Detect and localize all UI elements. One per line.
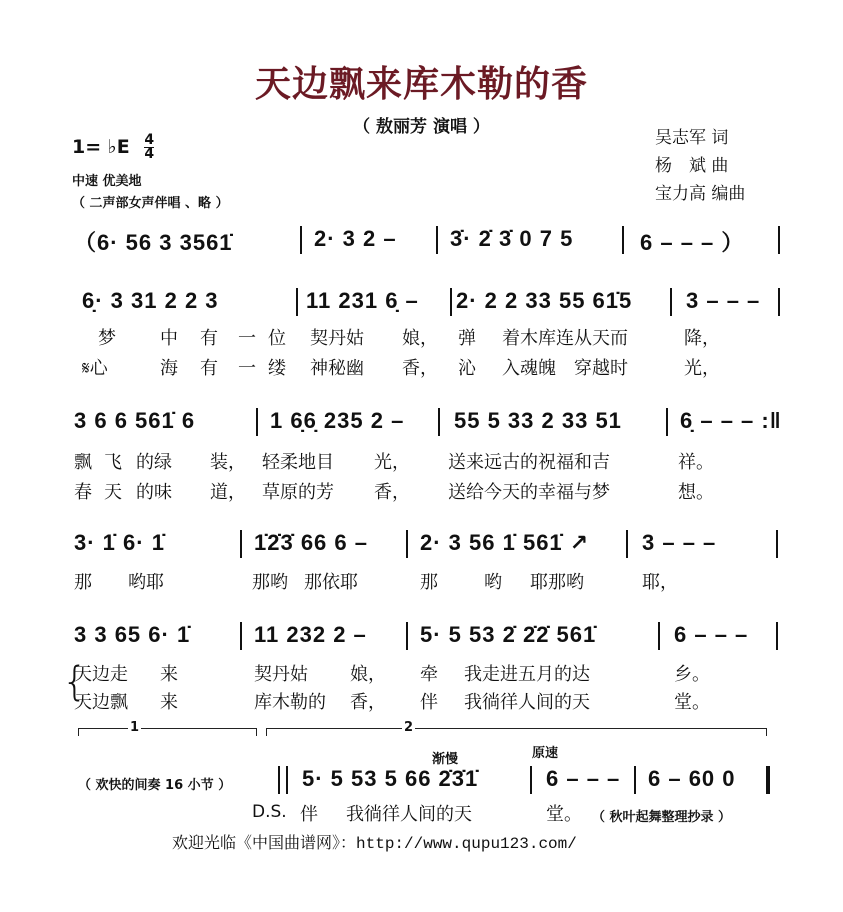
lyric: 天边飘 [74, 692, 128, 713]
lyric: 来 [160, 664, 178, 685]
lyric: 牵 [420, 664, 438, 685]
barline [634, 766, 636, 794]
lyric: 道， [210, 482, 246, 503]
measure: 6 – – – ） [640, 230, 745, 255]
lyric: 装， [210, 452, 246, 473]
measure: 6̣ – – – :‖ [680, 408, 782, 433]
lyric: 入魂魄 穿越时 [502, 358, 628, 379]
lyric: 梦 [98, 328, 116, 349]
lyric: 那依耶 [304, 572, 358, 593]
measure: 1 6̣6̣ 235 2 – [270, 408, 405, 433]
dal-segno: D.S. [252, 802, 287, 822]
volta-2-label: 2 [404, 720, 414, 735]
barline [530, 766, 532, 794]
tempo-marking: 中速 优美地 [72, 174, 142, 189]
measure: 2· 3 56 1̇ 561̇ ↗ [420, 530, 590, 555]
lyric: 天边走 [74, 664, 128, 685]
lyric: 祥。 [678, 452, 714, 473]
lyric: 沁 [458, 358, 476, 379]
barline [436, 226, 438, 254]
a-tempo-marking: 原速 [532, 746, 559, 761]
lyric: 我走进五月的达 [464, 664, 590, 685]
measure: 2· 3 2 – [314, 226, 397, 251]
lyric: 着木库连从天而 [502, 328, 628, 349]
measure: （6· 56 3 3561̇ [74, 230, 233, 255]
lyric: 𝄋心 [82, 358, 108, 379]
barline [450, 288, 452, 316]
welcome-text: 欢迎光临《中国曲谱网》： [172, 833, 357, 852]
system-2 [70, 288, 790, 318]
lyric: 那 [420, 572, 438, 593]
barline [256, 408, 258, 436]
lyric: 有 [200, 358, 218, 379]
barline [438, 408, 440, 436]
lyric: 来 [160, 692, 178, 713]
lyric: 契丹姑 [310, 328, 364, 349]
measure: 6 – 60 0 [648, 766, 736, 791]
lyric: 的味 [136, 482, 172, 503]
lyric: 轻柔地目 [262, 452, 334, 473]
measure: 3· 1̇ 6· 1̇ [74, 530, 165, 555]
lyric: 光， [684, 358, 720, 379]
measure: 3 3 65 6· 1̇ [74, 622, 191, 647]
measure: 1̇2̇3̇ 66 6 – [254, 530, 368, 555]
measure: 3 – – – [642, 530, 717, 555]
performer: （ 敖丽芳 演唱 ） [353, 117, 490, 137]
lyric: 伴 [420, 692, 438, 713]
lyric: 那哟 [252, 572, 288, 593]
system-6 [70, 766, 790, 796]
measure: 5· 5 53 5 66 2̇3̇1̇ [302, 766, 479, 791]
barline [778, 288, 780, 316]
lyricist-credit: 吴志军 词 [655, 128, 729, 148]
lyric: 弹 [458, 328, 476, 349]
rit-marking: 渐慢 [432, 752, 459, 767]
lyric: 光， [374, 452, 410, 473]
time-sig-bottom: 4 [144, 146, 155, 162]
key-signature [72, 134, 154, 161]
barline [240, 530, 242, 558]
lyric: 草原的芳 [262, 482, 334, 503]
transcriber-note: （ 秋叶起舞整理抄录 ） [592, 810, 732, 825]
measure: 6̣· 3 31 2 2 3 [82, 288, 219, 313]
lyric: 契丹姑 [254, 664, 308, 685]
lyric: 飘 [74, 452, 92, 473]
volta-1-tick [78, 728, 79, 736]
barline [776, 530, 778, 558]
measure: 55 5 33 2 33 51 [454, 408, 622, 433]
lyric: 娘， [402, 328, 438, 349]
lyric: 香， [374, 482, 410, 503]
volta-2-line [266, 728, 766, 729]
key-label: 1= ♭E [72, 136, 130, 158]
lyric: 一 [238, 358, 256, 379]
verse-brace: { [62, 659, 88, 705]
lyric: 缕 [268, 358, 286, 379]
system-4 [70, 530, 790, 560]
ending-lyric: 伴 [300, 804, 318, 825]
final-barline [766, 766, 770, 794]
time-sig-top: 4 [144, 132, 155, 148]
lyric: 库木勒的 [254, 692, 326, 713]
measure: 2· 2 2 33 55 61̇5 [456, 288, 633, 313]
volta-1-tick-end [256, 728, 257, 736]
time-signature [144, 134, 154, 161]
ending-lyric: 我徜徉人间的天 [346, 804, 472, 825]
lyric: 香， [350, 692, 386, 713]
lyric: 想。 [678, 482, 714, 503]
arranger-credit: 宝力高 编曲 [655, 184, 746, 204]
measure: 5· 5 53 2̇ 2̇2̇ 561̇ [420, 622, 597, 647]
site-url-link[interactable]: http://www.qupu123.com/ [356, 835, 577, 853]
lyric: 堂。 [674, 692, 710, 713]
credits [655, 124, 745, 208]
lyric: 中 [160, 328, 178, 349]
measure: 6 – – – [546, 766, 621, 791]
ending-lyric: 堂。 [546, 804, 582, 825]
barline [666, 408, 668, 436]
lyrics-verse1-line2 [70, 448, 790, 473]
lyrics-line3 [70, 568, 790, 593]
measure: 11 232 2 – [254, 622, 367, 647]
interlude-note: （ 欢快的间奏 16 小节 ） [78, 778, 232, 793]
composer-credit: 杨 斌 曲 [655, 156, 729, 176]
system-3 [70, 408, 790, 438]
barline [240, 622, 242, 650]
lyric: 春 [74, 482, 92, 503]
lyric: 哟耶 [128, 572, 164, 593]
lyric: 那 [74, 572, 92, 593]
lyric: 香， [402, 358, 438, 379]
volta-2-tick-end [766, 728, 767, 736]
lyrics-verse2-line4 [70, 688, 790, 713]
measure: 6 – – – [674, 622, 749, 647]
volta-1-label: 1 [130, 720, 140, 735]
barline [622, 226, 624, 254]
barline [406, 622, 408, 650]
lyric: 耶那哟 [530, 572, 584, 593]
measure: 3̇· 2̇ 3̇ 0 7 5 [450, 226, 574, 251]
measure: 3 – – – [686, 288, 761, 313]
barline [300, 226, 302, 254]
lyrics-verse2-line1 [70, 354, 790, 379]
lyric: 位 [268, 328, 286, 349]
lyric: 耶， [642, 572, 678, 593]
barline [626, 530, 628, 558]
lyric: 哟 [484, 572, 502, 593]
lyric: 送来远古的祝福和吉 [448, 452, 610, 473]
measure: 11 231 6̣ – [306, 288, 419, 313]
lyric: 降， [684, 328, 720, 349]
barline [776, 622, 778, 650]
lyric: 我徜徉人间的天 [464, 692, 590, 713]
lyric: 的绿 [136, 452, 172, 473]
barline [670, 288, 672, 316]
barline [778, 226, 780, 254]
lyrics-verse1-line4 [70, 660, 790, 685]
lyric: 神秘幽 [310, 358, 364, 379]
volta-2-tick [266, 728, 267, 736]
site-footer [172, 830, 577, 853]
song-title: 天边飘来库木勒的香 [254, 64, 588, 105]
barline [658, 622, 660, 650]
lyric: 一 [238, 328, 256, 349]
lyric: 有 [200, 328, 218, 349]
barline [296, 288, 298, 316]
lyric: 娘， [350, 664, 386, 685]
measure: 3 6 6 561̇ 6 [74, 408, 196, 433]
lyric: 送给今天的幸福与梦 [448, 482, 610, 503]
lyric: 天 [104, 482, 122, 503]
lyrics-verse1-line1 [70, 324, 790, 349]
system-5 [70, 622, 790, 652]
system-1 [70, 226, 790, 256]
lyric: 海 [160, 358, 178, 379]
backing-note: （ 二声部女声伴唱 、略 ） [72, 196, 229, 211]
volta-1-line [78, 728, 256, 729]
lyric: 乡。 [674, 664, 710, 685]
lyrics-verse2-line2 [70, 478, 790, 503]
barline [406, 530, 408, 558]
lyric: 飞 [104, 452, 122, 473]
